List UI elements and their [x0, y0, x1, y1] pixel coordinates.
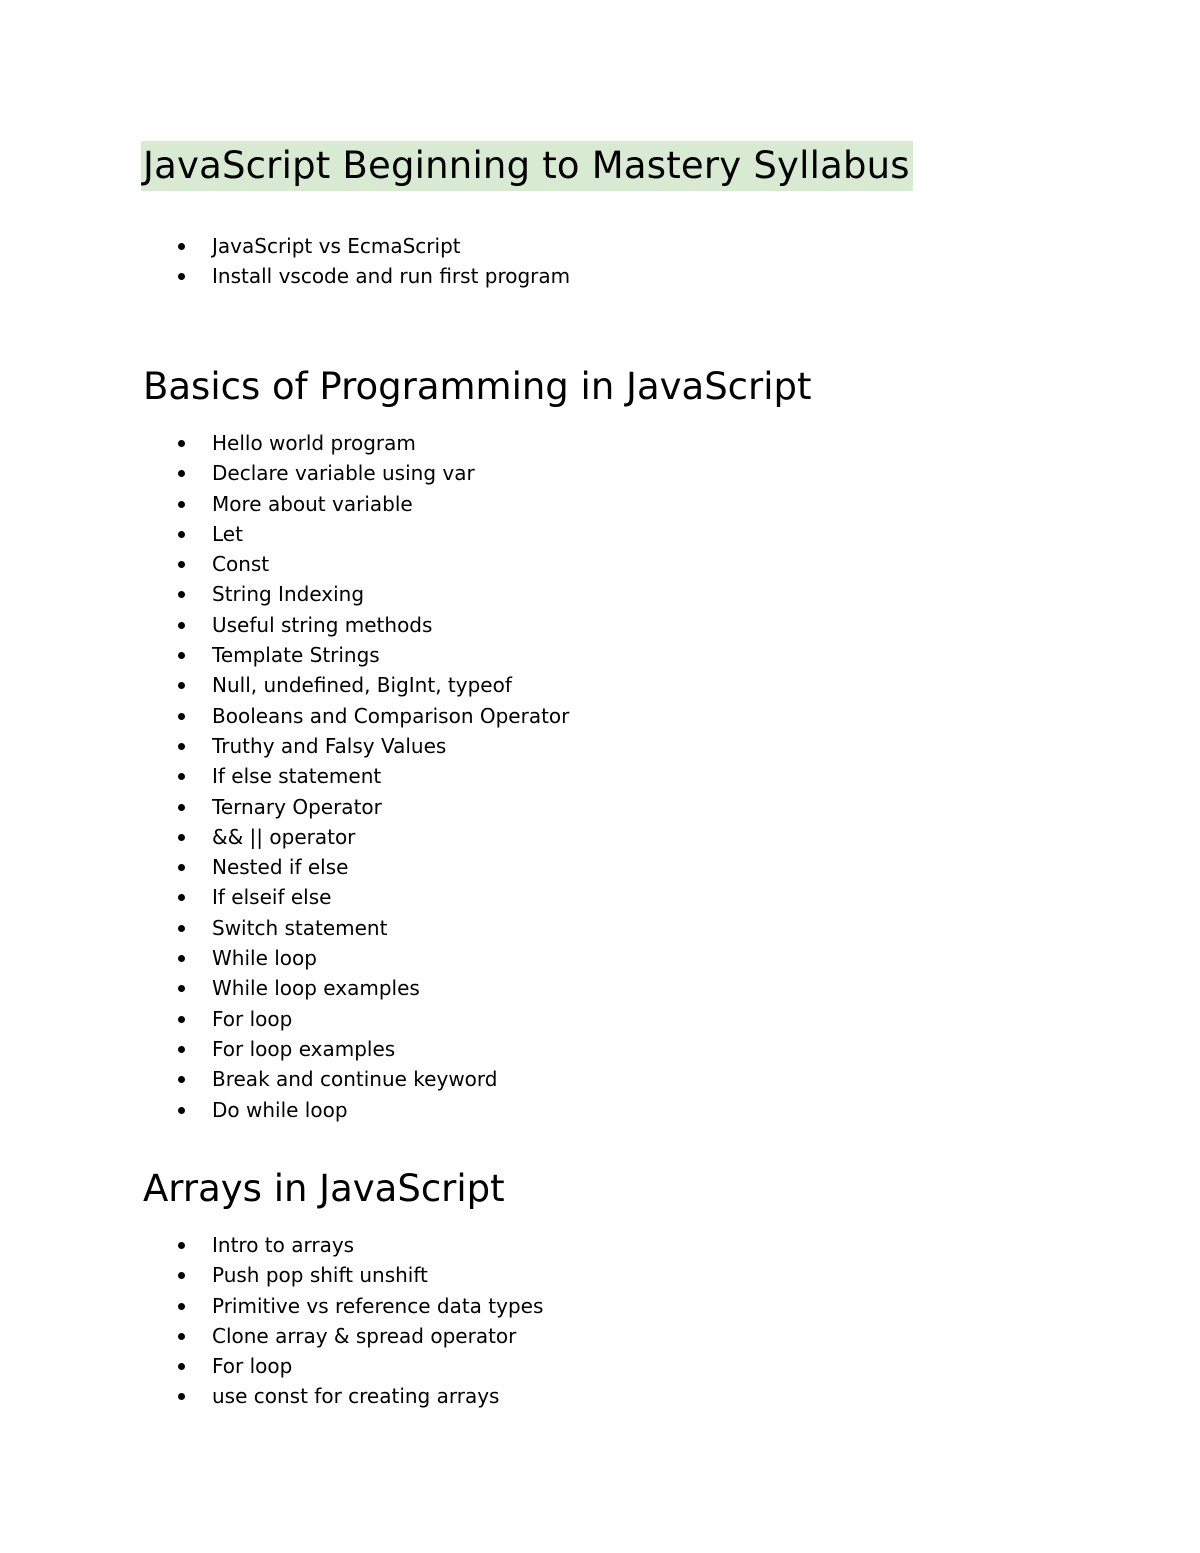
bullet-icon	[178, 1242, 185, 1249]
bullet-icon	[178, 894, 185, 901]
list-item-label: Let	[212, 521, 243, 546]
bullet-icon	[178, 273, 185, 280]
bullet-icon	[178, 1272, 185, 1279]
bullet-icon	[178, 1303, 185, 1310]
list-item-label: More about variable	[212, 491, 413, 516]
bullet-icon	[178, 743, 185, 750]
list-item-label: If elseif else	[212, 885, 332, 910]
section-heading-arrays: Arrays in JavaScript	[143, 1167, 505, 1210]
list-item-label: Switch statement	[212, 915, 388, 940]
list-item-label: Push pop shift unshift	[212, 1263, 428, 1288]
bullet-icon	[178, 985, 185, 992]
list-item-label: use const for creating arrays	[212, 1384, 500, 1409]
list-item-label: Nested if else	[212, 855, 349, 880]
list-item-label: Primitive vs reference data types	[212, 1293, 544, 1318]
bullet-icon	[178, 243, 185, 250]
bullet-icon	[178, 652, 185, 659]
bullet-icon	[178, 501, 185, 508]
list-item-label: Intro to arrays	[212, 1233, 355, 1257]
bullet-icon	[178, 773, 185, 780]
bullet-icon	[178, 1016, 185, 1023]
list-item-label: Do while loop	[212, 1097, 348, 1122]
bullet-icon	[178, 834, 185, 841]
list-item-label: Break and continue keyword	[212, 1067, 498, 1092]
bullet-icon	[178, 1107, 185, 1114]
bullet-icon	[178, 713, 185, 720]
list-item-label: For loop examples	[212, 1036, 396, 1061]
bullet-icon	[178, 1046, 185, 1053]
list-item-label: String Indexing	[212, 582, 365, 607]
list-item-label: While loop examples	[212, 976, 420, 1001]
bullet-icon	[178, 1076, 185, 1083]
bullet-icon	[178, 804, 185, 811]
section-heading-basics: Basics of Programming in JavaScript	[143, 365, 812, 408]
bullet-icon	[178, 955, 185, 962]
bullet-icon	[178, 682, 185, 689]
bullet-icon	[178, 864, 185, 871]
document-title: JavaScript Beginning to Mastery Syllabus	[141, 141, 913, 191]
list-item-label: Const	[212, 552, 270, 577]
list-item-label: Declare variable using var	[212, 461, 475, 486]
list-item-label: Useful string methods	[212, 612, 433, 637]
bullet-icon	[178, 561, 185, 568]
bullet-icon	[178, 440, 185, 447]
list-item-label: && || operator	[212, 824, 356, 849]
list-item-label: Template Strings	[212, 643, 380, 668]
list-item-label: Ternary Operator	[212, 794, 382, 819]
list-item-label: Null, undefined, BigInt, typeof	[212, 673, 512, 698]
bullet-icon	[178, 622, 185, 629]
list-item-label: If else statement	[212, 764, 382, 789]
list-item-label: Clone array & spread operator	[212, 1323, 517, 1348]
list-item-label: For loop	[212, 1006, 293, 1031]
list-item-label: While loop	[212, 946, 317, 971]
bullet-icon	[178, 1333, 185, 1340]
list-item-label: For loop	[212, 1354, 293, 1379]
list-item-label: Booleans and Comparison Operator	[212, 703, 570, 728]
bullet-icon	[178, 470, 185, 477]
bullet-icon	[178, 1393, 185, 1400]
list-item-label: Install vscode and run first program	[212, 264, 571, 289]
bullet-icon	[178, 591, 185, 598]
list-item-label: JavaScript vs EcmaScript	[212, 234, 461, 258]
bullet-icon	[178, 531, 185, 538]
bullet-icon	[178, 1363, 185, 1370]
bullet-icon	[178, 925, 185, 932]
list-item-label: Hello world program	[212, 431, 416, 455]
list-item-label: Truthy and Falsy Values	[212, 733, 447, 758]
